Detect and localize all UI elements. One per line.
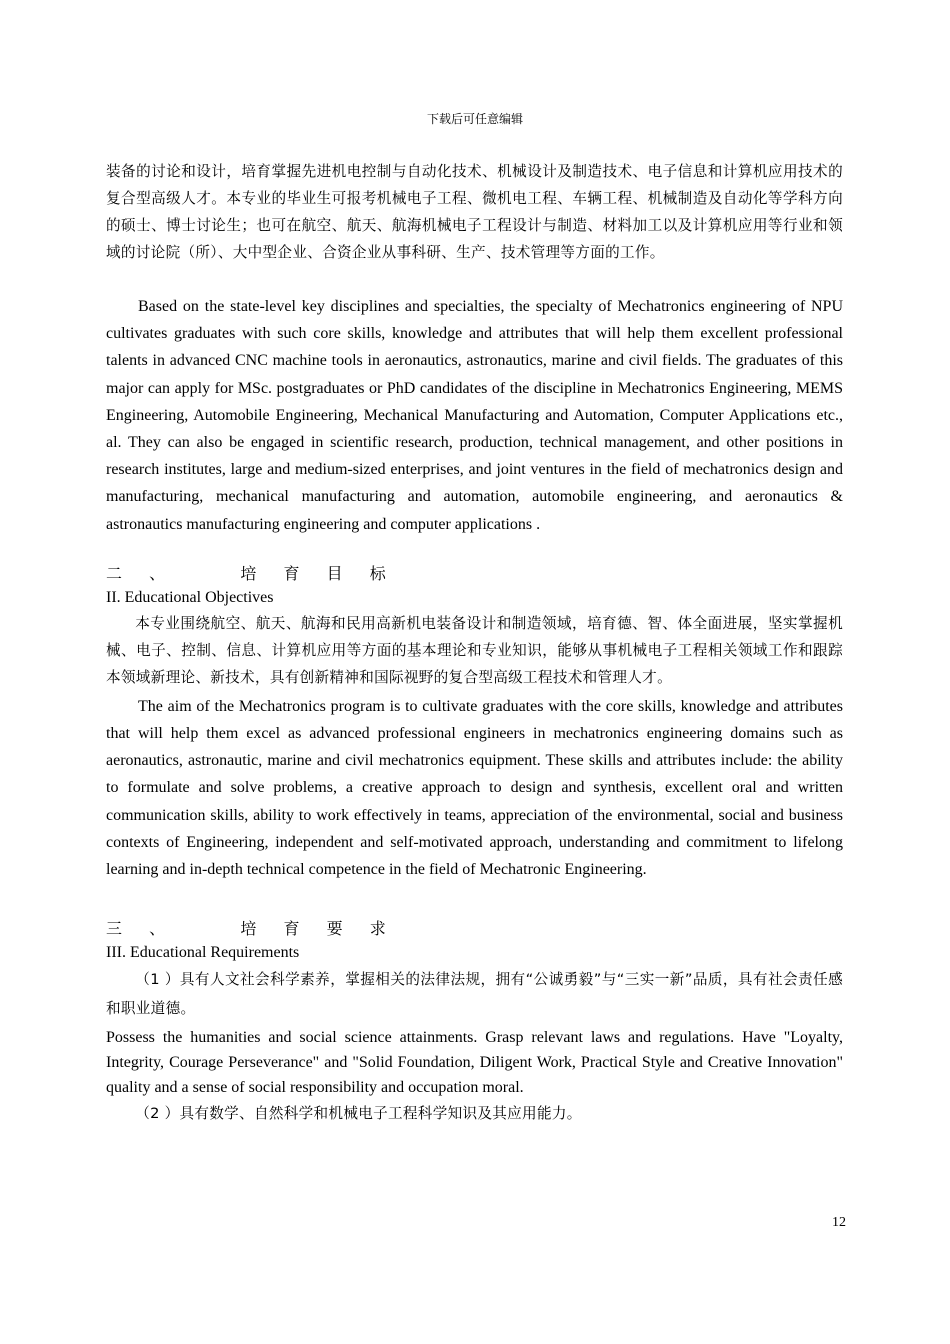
section-2-paragraph-en: The aim of the Mechatronics program is to cultivate graduates with the core skills, knowledge and attributes that will help them excel as advanced professional engineers in mechatronics engineering domains such as aeronautics, astronautic, marine and civil mechatronics equipment. These skills and attributes include: the ability to formulate and solve problems, a creative approach to design and synthesis, excellent oral and written communication skills, ability to work effectively in teams, appreciation of the environmental, social and business contexts of Engineering, independent and self-motivated approach, understanding and commitment to lifelong learning and in-depth technical competence in the field of Mechatronic Engineering.	[106, 697, 843, 879]
requirement-1-en: Possess the humanities and social science attainments. Grasp relevant laws and regulations. Have "Loyalty, Integrity, Courage Perseverance" and "Solid Foundation, Diligent Work, Practical Style and Creative Innovation" quality and a sense of social responsibility and occupation moral.	[106, 1029, 843, 1097]
page-header: 下载后可任意编辑	[426, 112, 523, 126]
section-2-heading-en: II. Educational Objectives	[106, 588, 274, 606]
page-number: 12	[832, 1215, 846, 1230]
section-3-heading-en: III. Educational Requirements	[106, 944, 300, 962]
section-3-heading-zh: 三 、 培 育 要 求	[106, 919, 397, 939]
document-body	[106, 158, 843, 1127]
section-2-heading-zh: 二 、 培 育 目 标	[106, 563, 397, 583]
intro-paragraph-en: Based on the state-level key disciplines and specialties, the specialty of Mechatronics engineering of NPU cultivates graduates with such core skills, knowledge and attributes that will help them excellent professional talents in advanced CNC machine tools in aeronautics, astronautics, marine and civil fields. The graduates of this major can apply for MSc. postgraduates or PhD candidates of the discipline in Mechatronics Engineering, MEMS Engineering, Automobile Engineering, Mechanical Manufacturing and Automation, Computer Applications etc., al. They can also be engaged in scientific research, production, technical management, and other positions in research institutes, large and medium-sized enterprises, and joint ventures in the field of mechatronics design and manufacturing, mechanical manufacturing and automation, automobile engineering, and aeronautics & astronautics manufacturing engineering and computer applications .	[106, 298, 843, 533]
requirement-1-zh: （1 ）具有人文社会科学素养，掌握相关的法律法规，拥有“公诚勇毅”与“三实一新”品质，具有社会责任感和职业道德。	[106, 971, 843, 1018]
requirement-2-zh: （2 ）具有数学、自然科学和机械电子工程科学知识及其应用能力。	[135, 1105, 582, 1123]
intro-paragraph-zh: 装备的讨论和设计，培育掌握先进机电控制与自动化技术、机械设计及制造技术、电子信息和计算机应用技术的复合型高级人才。本专业的毕业生可报考机械电子工程、微机电工程、车辆工程、机械制造及自动化等学科方向的硕士、博士讨论生；也可在航空、航天、航海机械电子工程设计与制造、材料加工以及计算机应用等行业和领域的讨论院（所）、大中型企业、合资企业从事科研、生产、技术管理等方面的工作。	[106, 163, 843, 261]
section-2-paragraph-zh: 本专业围绕航空、航天、航海和民用高新机电装备设计和制造领域，培育德、智、体全面进展，坚实掌握机械、电子、控制、信息、计算机应用等方面的基本理论和专业知识，能够从事机械电子工程相关领域工作和跟踪本领域新理论、新技术，具有创新精神和国际视野的复合型高级工程技术和管理人才。	[106, 614, 843, 686]
